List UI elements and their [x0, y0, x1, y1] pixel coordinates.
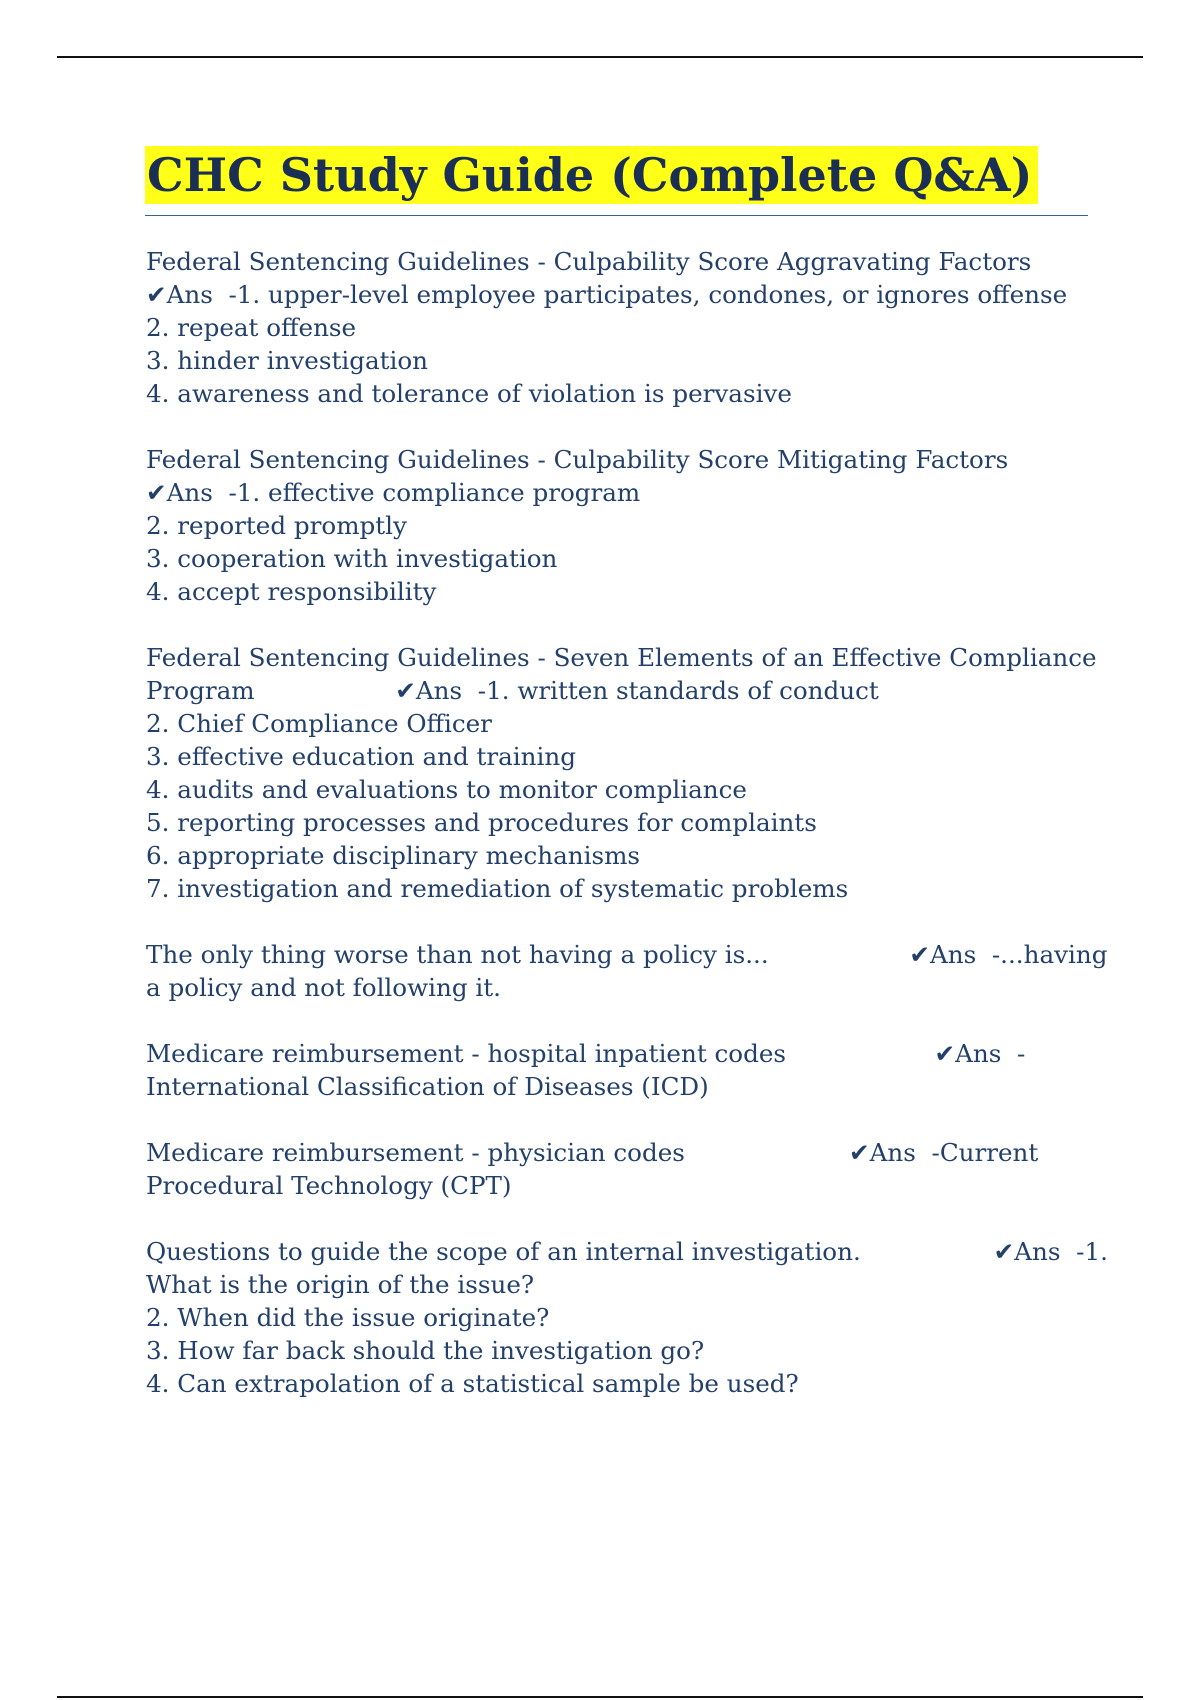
top-rule: [57, 56, 1143, 58]
answer-line: 3. How far back should the investigation go?: [146, 1336, 705, 1365]
qa-block: [146, 1037, 1086, 1103]
answer-line: ✔Ans -1. effective compliance program: [146, 478, 641, 507]
answer-line: 2. reported promptly: [146, 511, 407, 540]
bottom-rule: [57, 1696, 1143, 1698]
question-answer-line: Medicare reimbursement - physician codes ✔Ans -Current: [146, 1138, 1039, 1167]
page-title: CHC Study Guide (Complete Q&A): [145, 146, 1038, 204]
qa-block: [146, 1235, 1108, 1400]
answer-line: 4. Can extrapolation of a statistical sample be used?: [146, 1369, 799, 1398]
answer-line: 3. cooperation with investigation: [146, 544, 558, 573]
qa-block: [146, 641, 1097, 905]
question-answer-line: Questions to guide the scope of an internal investigation. ✔Ans -1.: [146, 1237, 1108, 1266]
question-line: Federal Sentencing Guidelines - Culpability Score Aggravating Factors: [146, 247, 1032, 276]
answer-line: Procedural Technology (CPT): [146, 1171, 512, 1200]
title-underline: [145, 215, 1088, 216]
answer-line: 7. investigation and remediation of systematic problems: [146, 874, 849, 903]
question-line: Federal Sentencing Guidelines - Culpability Score Mitigating Factors: [146, 445, 1009, 474]
qa-list: [146, 245, 1108, 1433]
answer-line: 3. hinder investigation: [146, 346, 429, 375]
answer-line: 2. Chief Compliance Officer: [146, 709, 492, 738]
question-line: Federal Sentencing Guidelines - Seven Elements of an Effective Compliance: [146, 643, 1097, 672]
qa-block: [146, 938, 1108, 1004]
answer-line: a policy and not following it.: [146, 973, 501, 1002]
answer-line: 4. audits and evaluations to monitor compliance: [146, 775, 747, 804]
answer-line: What is the origin of the issue?: [146, 1270, 535, 1299]
answer-line: 3. effective education and training: [146, 742, 576, 771]
answer-line: 4. awareness and tolerance of violation is pervasive: [146, 379, 792, 408]
answer-line: 2. When did the issue originate?: [146, 1303, 550, 1332]
answer-line: ✔Ans -1. upper-level employee participates, condones, or ignores offense: [146, 280, 1068, 309]
answer-line: 6. appropriate disciplinary mechanisms: [146, 841, 641, 870]
question-answer-line: Program ✔Ans -1. written standards of conduct: [146, 676, 879, 705]
qa-block: [146, 1136, 1086, 1202]
question-answer-line: The only thing worse than not having a policy is... ✔Ans -...having: [146, 940, 1108, 969]
answer-line: 5. reporting processes and procedures for complaints: [146, 808, 817, 837]
answer-line: 2. repeat offense: [146, 313, 357, 342]
qa-block: [146, 443, 1086, 608]
answer-line: International Classification of Diseases (ICD): [146, 1072, 709, 1101]
qa-block: [146, 245, 1086, 410]
answer-line: 4. accept responsibility: [146, 577, 437, 606]
question-answer-line: Medicare reimbursement - hospital inpatient codes ✔Ans -: [146, 1039, 1026, 1068]
